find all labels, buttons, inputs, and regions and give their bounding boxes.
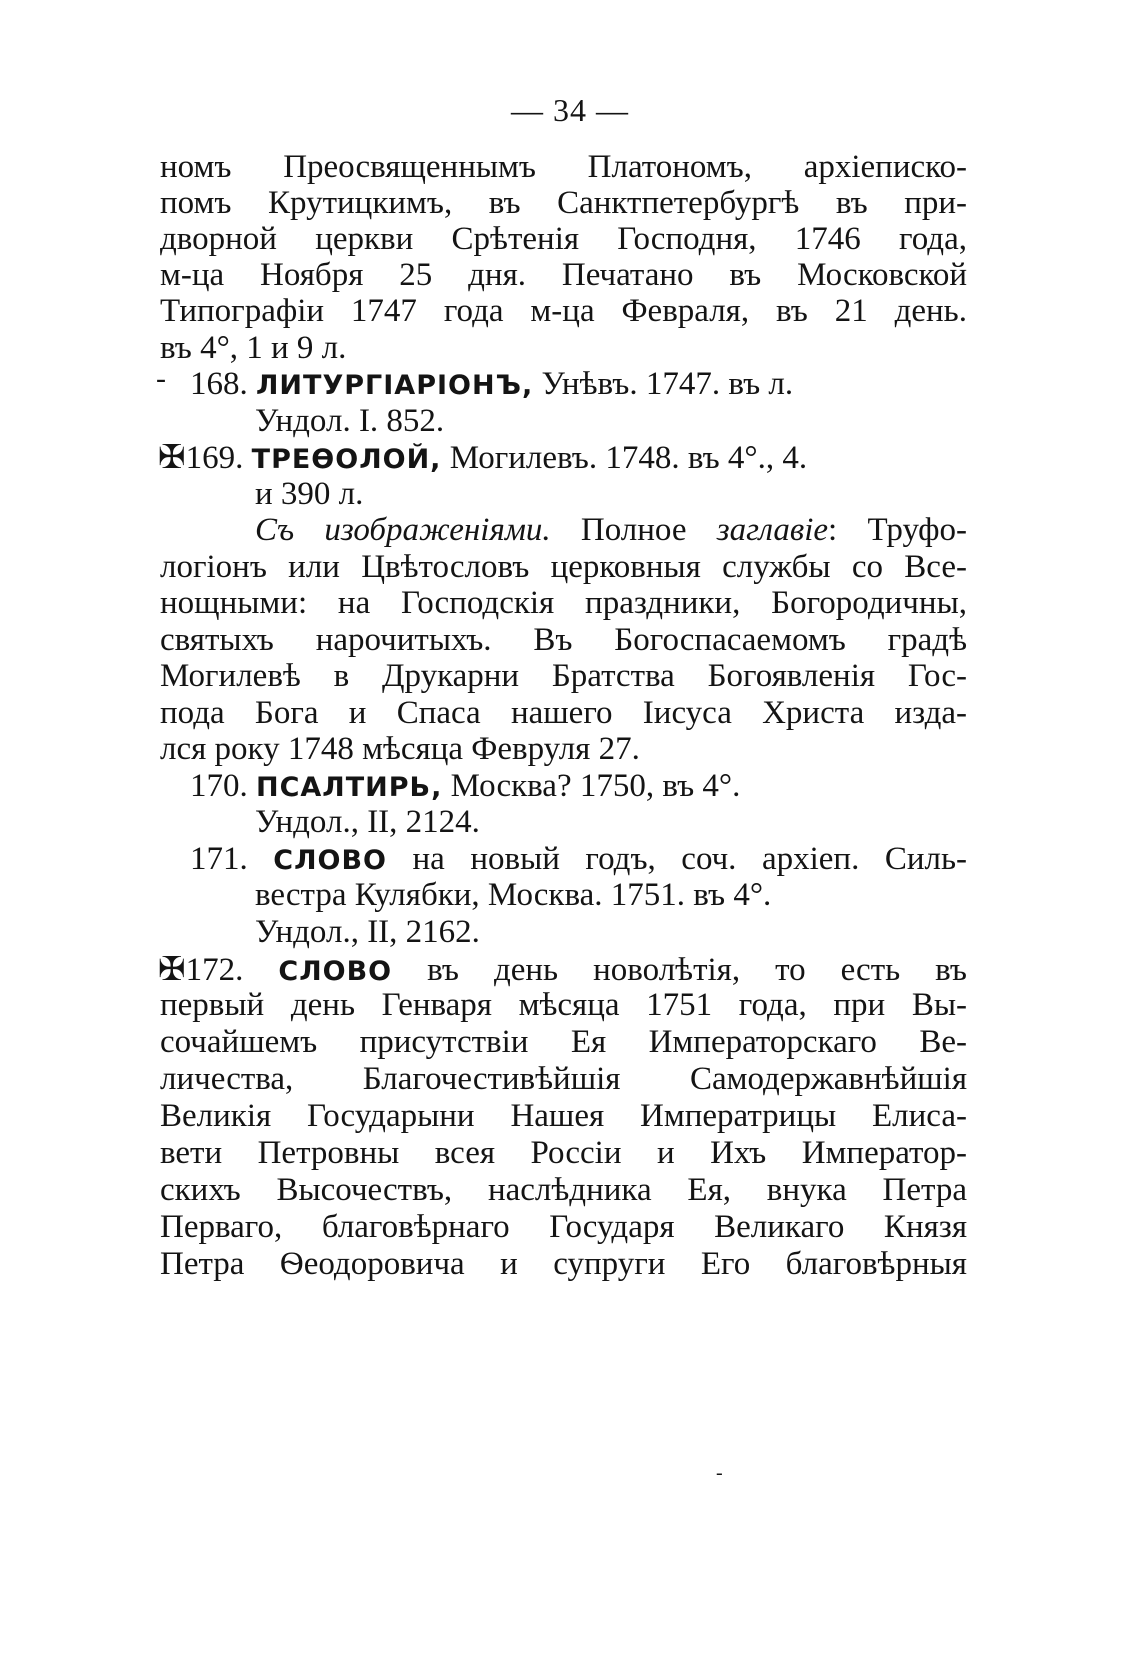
entry-171: 171. СЛОВО на новый годъ, соч. архiеп. Силь- [190, 841, 968, 877]
text-line: Могилевѣ в Друкарни Братства Богоявленiя Гос- [160, 658, 967, 694]
text-line: Перваго, благовѣрнаго Государя Великаго Князя [160, 1209, 967, 1245]
entry-169: ✠169. ТРЕѲОЛОЙ, Могилевъ. 1748. въ 4°., 4. [158, 437, 808, 476]
text-line: и 390 л. [255, 476, 364, 512]
entry-title: ТРЕѲОЛОЙ, [251, 444, 442, 475]
margin-mark: - [156, 362, 166, 395]
page-number: — 34 — [511, 92, 629, 128]
text-line: Ундол., II, 2124. [255, 804, 480, 840]
text-line: нощными: на Господскiя праздники, Богородичны, [160, 585, 967, 621]
text-line: м-ца Ноября 25 дня. Печатано въ Московской [160, 257, 967, 293]
entry-168: 168. ЛИТУРГIАРIОНЪ, Унѣвъ. 1747. въ л. [190, 366, 794, 402]
text-line: помъ Крутицкимъ, въ Санктпетербургѣ въ при- [160, 185, 967, 221]
text-line: дворной церкви Срѣтенiя Господня, 1746 года, [160, 221, 967, 257]
entry-title: СЛОВО [278, 956, 393, 987]
text-line: скихъ Высочествъ, наслѣдника Ея, внука Петра [160, 1172, 967, 1208]
text-line: Ундол., II, 2162. [255, 914, 480, 950]
text-line: первый день Генваря мѣсяца 1751 года, при Вы- [160, 987, 967, 1023]
text-line: Петра Ѳеодоровича и супруги Его благовѣрныя [160, 1246, 967, 1282]
text-line: Съ изображенiями. Полное заглавiе: Труфо- [255, 512, 968, 548]
entry-title: ЛИТУРГIАРIОНЪ, [256, 370, 534, 401]
text-line: лся року 1748 мѣсяца Февруля 27. [160, 731, 640, 767]
text-line: святыхъ нарочитыхъ. Въ Богоспасаемомъ градѣ [160, 622, 967, 658]
entry-170: 170. ПСАЛТИРЬ, Москва? 1750, въ 4°. [190, 768, 741, 804]
text-line: Ундол. I. 852. [255, 403, 445, 439]
text-line: вестра Кулябки, Москва. 1751. въ 4°. [255, 877, 772, 913]
entry-title: СЛОВО [273, 845, 387, 876]
text-line: Великiя Государыни Нашея Императрицы Елиса- [160, 1098, 967, 1134]
entry-172: ✠172. СЛОВО въ день новолѣтiя, то есть въ [158, 949, 967, 988]
text-line: пода Бога и Спаса нашего Iисуса Христа изда- [160, 695, 967, 731]
cross-mark: ✠ [158, 437, 186, 476]
text-line: Типографiи 1747 года м-ца Февраля, въ 21 день. [160, 293, 967, 329]
entry-title: ПСАЛТИРЬ, [256, 772, 443, 803]
text-line: личества, Благочестивѣйшiя Самодержавнѣйшiя [160, 1061, 967, 1097]
text-line: сочайшемъ присутствiи Ея Императорскаго Ве- [160, 1024, 967, 1060]
speck: - [716, 1462, 723, 1484]
text-line: въ 4°, 1 и 9 л. [160, 330, 347, 366]
cross-mark: ✠ [158, 949, 186, 988]
text-line: вети Петровны всея Россiи и Ихъ Император- [160, 1135, 967, 1171]
text-line: номъ Преосвященнымъ Платономъ, архiеписко- [160, 149, 967, 185]
text-line: логiонъ или Цвѣтословъ церковныя службы со Все- [160, 549, 967, 585]
